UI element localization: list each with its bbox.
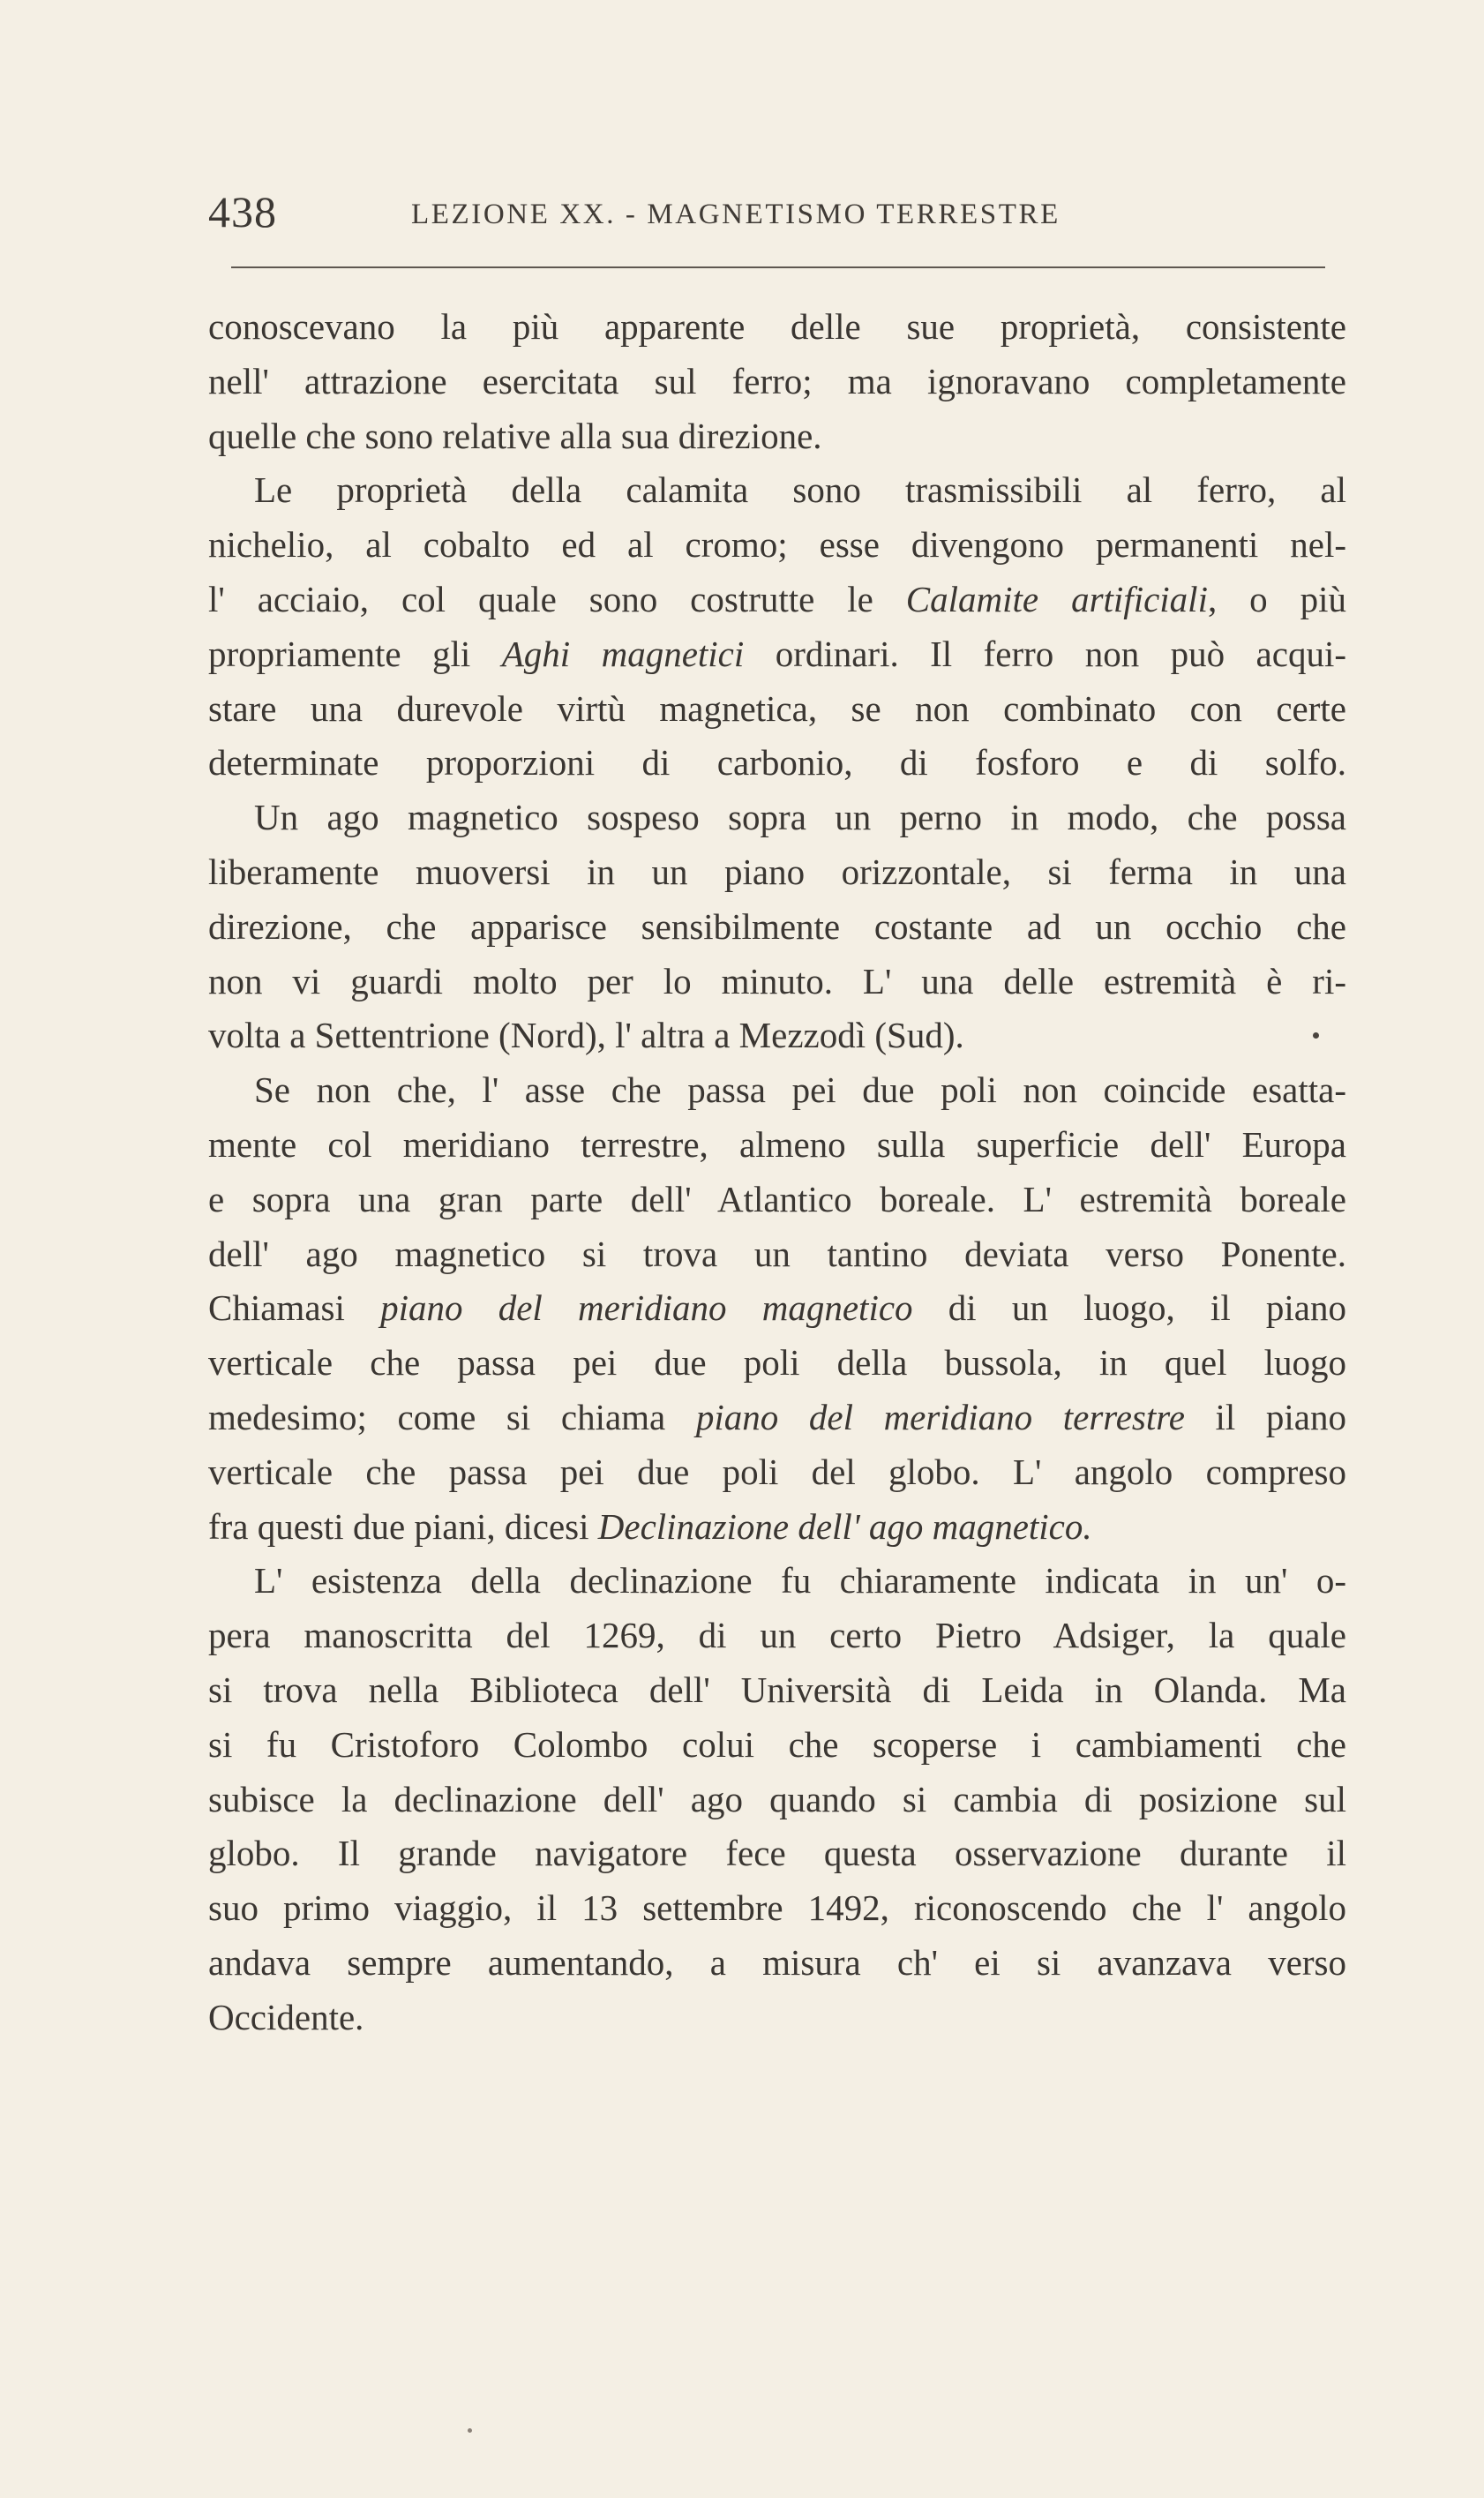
text-line [208, 1827, 1346, 1881]
text-run: mente col meridiano terrestre, almeno sulla superficie dell' Europa [208, 1123, 1346, 1165]
text-run: l' acciaio, col quale sono costrutte le [208, 578, 906, 619]
text-run: conoscevano la più apparente delle sue proprietà, consistente [208, 306, 1346, 347]
page-header [208, 185, 1332, 238]
text-run: , o più [1207, 578, 1346, 619]
italic-term: Declinazione dell' ago magnetico. [597, 1505, 1092, 1547]
text-line [208, 518, 1346, 573]
text-run: determinate proporzioni di carbonio, di fosforo e di solfo. [208, 742, 1346, 784]
text-line [208, 1773, 1346, 1827]
text-line [208, 1991, 1346, 2045]
text-run: si fu Cristoforo Colombo colui che scoperse i cambiamenti che [208, 1723, 1346, 1765]
text-run: ordinari. Il ferro non può acqui- [744, 633, 1346, 674]
margin-mark [1313, 1032, 1319, 1039]
text-run: verticale che passa pei due poli del globo. L' angolo compreso [208, 1451, 1346, 1492]
text-run: propriamente gli [208, 633, 502, 674]
text-run: Le proprietà della calamita sono trasmissibili al ferro, al [254, 469, 1346, 511]
text-line [208, 1718, 1346, 1773]
text-run: L' esistenza della declinazione fu chiaramente indicata in un' o- [254, 1560, 1346, 1602]
text-line [208, 1391, 1346, 1445]
italic-term: Calamite artificiali [905, 578, 1208, 619]
text-run: si trova nella Biblioteca dell' Università di Leida in Olanda. Ma [208, 1669, 1346, 1710]
text-line [208, 1609, 1346, 1663]
running-title: LEZIONE XX. - MAGNETISMO TERRESTRE [411, 199, 1061, 230]
text-run: Occidente. [208, 1996, 364, 2037]
text-line [208, 1227, 1346, 1282]
text-run: Chiamasi [208, 1287, 381, 1329]
italic-term: piano del meridiano terrestre [695, 1396, 1185, 1437]
text-line [208, 627, 1346, 682]
text-line [208, 1663, 1346, 1718]
text-line [208, 736, 1346, 791]
italic-term: piano del meridiano magnetico [380, 1287, 913, 1329]
text-line [208, 1118, 1346, 1173]
text-run: andava sempre aumentando, a misura ch' ei si avanzava verso [208, 1941, 1346, 1983]
text-line [208, 409, 1346, 464]
text-run: Un ago magnetico sospeso sopra un perno in modo, che possa [254, 797, 1346, 838]
text-run: il piano [1184, 1396, 1346, 1437]
text-line [208, 300, 1346, 355]
text-run: volta a Settentrione (Nord), l' altra a Mezzodì (Sud). [208, 1015, 964, 1056]
text-run: nell' attrazione esercitata sul ferro; ma ignoravano completamente [208, 360, 1346, 401]
text-run: stare una durevole virtù magnetica, se non combinato con certe [208, 687, 1346, 729]
text-line [208, 845, 1346, 900]
text-line [208, 682, 1346, 737]
text-line [208, 791, 1346, 845]
text-run: pera manoscritta del 1269, di un certo Pietro Adsiger, la quale [208, 1615, 1346, 1656]
text-run: Se non che, l' asse che passa pei due poli non coincide esatta- [254, 1069, 1346, 1111]
text-line [208, 900, 1346, 955]
text-run: medesimo; come si chiama [208, 1396, 696, 1437]
text-run: fra questi due piani, dicesi [208, 1505, 598, 1547]
text-line [208, 1173, 1346, 1227]
italic-term: Aghi magnetici [501, 633, 745, 674]
text-run: liberamente muoversi in un piano orizzontale, si ferma in una [208, 851, 1346, 892]
text-run: subisce la declinazione dell' ago quando si cambia di posizione sul [208, 1778, 1346, 1819]
text-run: suo primo viaggio, il 13 settembre 1492, riconoscendo che l' angolo [208, 1887, 1346, 1929]
text-line [208, 463, 1346, 518]
text-run: di un luogo, il piano [912, 1287, 1347, 1329]
text-line [208, 1281, 1346, 1336]
text-line [208, 1009, 1346, 1063]
text-run: e sopra una gran parte dell' Atlantico boreale. L' estremità boreale [208, 1178, 1346, 1219]
text-line [208, 955, 1346, 1009]
text-line [208, 355, 1346, 409]
text-line [208, 1936, 1346, 1991]
header-rule [231, 266, 1325, 268]
text-run: verticale che passa pei due poli della bussola, in quel luogo [208, 1342, 1346, 1384]
text-run: globo. Il grande navigatore fece questa osservazione durante il [208, 1833, 1346, 1874]
page-number: 438 [208, 187, 277, 236]
text-line [208, 1336, 1346, 1391]
text-line [208, 1445, 1346, 1500]
text-line [208, 1063, 1346, 1118]
paper-speck [468, 2428, 472, 2433]
body-text [208, 300, 1346, 2045]
text-line [208, 1881, 1346, 1936]
text-run: quelle che sono relative alla sua direzione. [208, 415, 822, 456]
text-run: non vi guardi molto per lo minuto. L' una delle estremità è ri- [208, 960, 1346, 1001]
text-run: direzione, che apparisce sensibilmente costante ad un occhio che [208, 905, 1346, 947]
text-line [208, 1500, 1346, 1555]
text-run: dell' ago magnetico si trova un tantino deviata verso Ponente. [208, 1233, 1346, 1274]
text-line [208, 1554, 1346, 1609]
text-line [208, 573, 1346, 627]
text-run: nichelio, al cobalto ed al cromo; esse divengono permanenti nel- [208, 524, 1346, 566]
